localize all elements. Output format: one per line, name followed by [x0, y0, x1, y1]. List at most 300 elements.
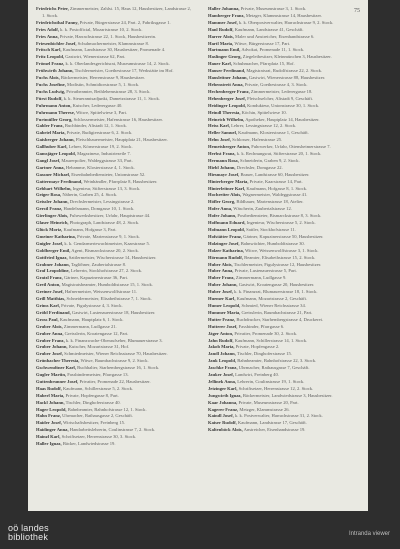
directory-entry: [36, 117, 191, 124]
entry-name: Gruber Alois,: [36, 323, 63, 329]
entry-name: Huber Franz,: [208, 275, 235, 281]
entry-name: Guttenbrunner Josef,: [36, 378, 79, 384]
directory-entry: [36, 213, 191, 220]
entry-text: Buchhalter, Starhembergstrasse 16, 1. Stock.: [77, 365, 160, 371]
entry-name: Haller Johanna,: [208, 6, 240, 11]
entry-name: Jellinek Anna,: [208, 378, 237, 384]
entry-text: Fuhrwerksbesitzer, Urfahr, Hauptstrasse 44.: [69, 213, 151, 219]
directory-entry: [36, 61, 191, 68]
directory-entry: [208, 420, 363, 427]
directory-entry: [208, 262, 363, 269]
directory-entry: [36, 227, 191, 234]
entry-name: Hofer Johann,: [208, 213, 237, 219]
right-column: [208, 6, 363, 434]
entry-text: Privatier, Promenade 22, Hausbesitzer.: [79, 378, 151, 384]
entry-text: k. k. Gendarmeriewachtmeister, Kaarstrasse 5.: [64, 240, 150, 246]
entry-name: Greiner Josef,: [36, 289, 64, 295]
entry-text: Hebamme, Klosterstrasse 4, 1. Stock.: [65, 164, 135, 170]
directory-entry: [208, 137, 363, 144]
entry-text: Schmiedmeister, Wiener Reichsstrasse 70, Hausbesitzer.: [64, 351, 168, 357]
entry-name: Jahn Rudolf,: [208, 337, 234, 343]
entry-text: Eisenbahnbediensteter, Unionstrasse 52.: [71, 171, 146, 177]
entry-name: Gamsjäger Leopold,: [36, 151, 76, 157]
entry-name: Gschwendtner Karl,: [36, 365, 76, 371]
entry-text: Magistratsrat, Rudolfstrasse 22, 2. Stock.: [246, 68, 323, 74]
entry-name: Hackl Johann,: [36, 399, 65, 405]
entry-name: Fries Anna,: [36, 33, 59, 39]
entry-text: Schneidermeister, Elisabethstrasse 7, 1. Stock.: [66, 296, 152, 302]
entry-name: Jetzinger Karl,: [208, 385, 238, 391]
entry-name: Heindl Theresia,: [208, 109, 241, 115]
entry-text: Private, Kaarstrasse 14, Part.: [249, 178, 303, 184]
entry-text: Kaufmann, Landstrasse 17, Geschäft.: [237, 420, 307, 426]
entry-name: Frömel Franz,: [36, 61, 65, 67]
entry-text: Private, Figulystrasse 4, 3. Stock.: [61, 302, 123, 308]
entry-text: Kaufmann, Landstrasse 30, Hausbesitzer, Promenade 4.: [62, 47, 166, 53]
left-column: [36, 6, 191, 448]
entry-name: Haslinger Georg,: [208, 54, 242, 60]
directory-entry: [36, 165, 191, 172]
entry-text: Private, Hopfengasse 2.: [235, 344, 280, 350]
entry-name: Fuchs Alois,: [36, 75, 60, 81]
directory-entry: [36, 89, 191, 96]
directory-entry: [36, 199, 191, 206]
entry-name: Harrer Alois,: [208, 33, 234, 39]
entry-name: Hinterleitner Karl,: [208, 185, 246, 191]
directory-entry: [208, 20, 363, 27]
directory-entry: [36, 379, 191, 386]
directory-entry: [208, 47, 363, 54]
directory-entry: [208, 365, 363, 372]
entry-text: Private, Rudigierstrasse 6, 2. Stock.: [66, 130, 133, 136]
directory-entry: [208, 213, 363, 220]
entry-name: Jauker Josef,: [208, 372, 234, 378]
entry-name: Gmeiner Katharina,: [36, 233, 76, 239]
entry-name: Hiebl Johann,: [208, 164, 236, 170]
entry-name: Hausleitner Johann,: [208, 75, 248, 81]
entry-text: Advokat, Promenade 11, 1. Stock.: [241, 47, 305, 53]
entry-text: k. k. Oberlandesgerichtsrat, Museumstrasse 14, 2. Stock.: [65, 61, 170, 67]
entry-name: Gruber Johann,: [36, 344, 68, 350]
entry-text: Gastwirt, Wienerstrasse 88, Hausbesitzer.: [248, 75, 326, 81]
library-logo[interactable]: [8, 524, 49, 542]
entry-text: Greisslerin, Baumbachstrasse 21, Part.: [241, 309, 313, 315]
entry-name: Hamberger Franz,: [208, 12, 245, 18]
page-number: 75: [354, 8, 360, 14]
entry-name: Glück Moriz,: [36, 227, 63, 232]
directory-entry: [208, 303, 363, 310]
entry-text: Gastwirt, Wienerstrasse 62, Part.: [65, 54, 126, 60]
directory-entry: [208, 41, 363, 48]
directory-entry: [208, 317, 363, 324]
directory-entry: [36, 413, 191, 420]
entry-name: Humer Leopold,: [208, 302, 241, 308]
directory-entry: [208, 68, 363, 75]
entry-name: Heinrich Wilhelm,: [208, 116, 245, 122]
entry-name: Herbst Franz,: [208, 151, 236, 157]
directory-entry: [208, 427, 363, 434]
entry-name: Huber Alois,: [208, 261, 233, 267]
viewer-label[interactable]: Intranda viewer: [348, 531, 390, 537]
entry-text: Wagnermeister, Waldeggstrasse 41.: [242, 192, 308, 198]
entry-text: Lehrer, Körnerstrasse 19, 2. Stock.: [68, 144, 133, 150]
entry-text: Kaufmann, Mozartstrasse 2, Geschäft.: [236, 296, 308, 302]
entry-name: Gabler Franz,: [36, 123, 64, 129]
entry-text: Uhrmacher, Rathausgasse 7, Geschäft.: [238, 365, 310, 371]
entry-name: Gruber Anna,: [36, 330, 64, 336]
directory-entry: [36, 268, 191, 275]
directory-entry: [36, 289, 191, 296]
entry-name: Hörmann Rudolf,: [208, 254, 243, 260]
entry-name: Hebenstreit Anna,: [208, 81, 244, 87]
entry-name: Friesenbichler Josef,: [36, 40, 77, 46]
entry-text: Schuhmacher, Pfarrplatz 15, Hof.: [233, 61, 295, 67]
directory-entry: [208, 54, 363, 61]
entry-name: Geissler Johann,: [36, 199, 69, 205]
entry-text: k. k. Finanzwache-Oberaufseher, Blumauerstrasse 3.: [65, 337, 163, 343]
entry-text: Sattlermeister, Wischerstrasse 14, Hausbesitzer.: [68, 254, 157, 260]
entry-text: Private, Marienstrasse 9, 1. Stock.: [77, 233, 140, 239]
directory-entry: [208, 6, 363, 13]
entry-text: Modistin, Schmidtorstrasse 5, 1. Stock.: [67, 81, 140, 87]
entry-name: Hummer Maria,: [208, 309, 241, 315]
directory-entry: [36, 338, 191, 345]
entry-name: Hauer Karl,: [208, 61, 232, 67]
entry-name: Haidinger Anna,: [36, 427, 69, 433]
entry-text: k. k. Postverwalter, Harrachstrasse 31, 2. Stock.: [234, 413, 323, 419]
directory-entry: [36, 282, 191, 289]
directory-entry: [36, 324, 191, 331]
directory-entry: [208, 351, 363, 358]
directory-entry: [208, 248, 363, 255]
entry-text: Zimmermeister, Zahlst. 15, Haus 12, Hausbesitzer, Landstrasse 2, 1. Stock.: [42, 6, 192, 18]
directory-entry: [36, 75, 191, 82]
entry-text: Bäckermeister, Landwiedstrasse 3, Hausbesitzer.: [242, 392, 333, 398]
directory-entry: [36, 296, 191, 303]
entry-text: Zimmermann, Ludlgasse 9.: [235, 275, 287, 281]
entry-name: Hartl Maria,: [208, 40, 234, 46]
directory-entry: [36, 344, 191, 351]
entry-name: Hiesmayr Josef,: [208, 171, 240, 177]
entry-name: Jaschke Franz,: [208, 365, 238, 371]
entry-name: Fuchs Josefine,: [36, 81, 66, 87]
directory-entry: [208, 255, 363, 262]
entry-name: Hauser Ferdinand,: [208, 68, 246, 74]
directory-entry: [36, 206, 191, 213]
entry-name: Huber Josef,: [208, 289, 233, 295]
entry-name: Gratzl Franz,: [36, 275, 63, 281]
entry-text: Schmied, Wiener Reichsstrasse 34.: [241, 302, 306, 308]
directory-entry: [208, 296, 363, 303]
directory-entry: [36, 303, 191, 310]
entry-name: Fürst Rudolf,: [36, 95, 63, 101]
directory-entry: [36, 68, 191, 75]
entry-text: Private, Bürgerstrasse 24, Part. 2, Fabriksgasse 1.: [79, 19, 171, 25]
entry-text: Zimmermann, Ludlgasse 21.: [63, 323, 117, 329]
entry-text: Fleischhauermeister, Hauptplatz 21, Hausbesitzer.: [75, 137, 168, 143]
entry-name: Graf Leopoldine,: [36, 268, 70, 274]
directory-entry: [208, 372, 363, 379]
entry-text: Fleischselcher, Altstadt 9, Geschäft.: [247, 95, 313, 101]
entry-text: Fassbindermeister, Pfarrgasse 13.: [67, 372, 129, 378]
directory-entry: [36, 110, 191, 117]
directory-entry: [208, 96, 363, 103]
entry-name: Hammer Josef,: [208, 19, 238, 25]
entry-name: Gebhart Wilhelm,: [36, 185, 72, 191]
entry-name: Kaiser Rudolf,: [208, 420, 237, 426]
directory-entry: [208, 282, 363, 289]
entry-text: Uhrmacher, Rathausgasse 2, Geschäft.: [62, 413, 133, 419]
directory-entry: [208, 241, 363, 248]
entry-name: Hechenberger Franz,: [208, 88, 250, 94]
directory-entry: [36, 96, 191, 103]
entry-name: Fuhrmann Therese,: [36, 109, 75, 115]
entry-text: Ziegeleibesitzer, Kleinmünchen 3, Hausbesitzer.: [242, 54, 332, 60]
entry-text: Gastwirt, Lustenauerstrasse 18, Hausbesitzer.: [71, 309, 156, 315]
entry-text: Private, Museumstrasse 3, 1. Stock.: [240, 6, 307, 11]
entry-name: Kaar Johanna,: [208, 399, 238, 405]
entry-text: Brauer, Landstrasse 60, Hausbesitzer.: [240, 171, 310, 177]
directory-entry: [208, 158, 363, 165]
entry-text: Kutscher, Mozartstrasse 31, Hof.: [68, 344, 130, 350]
entry-name: Jank Leopold,: [208, 358, 237, 364]
directory-entry: [208, 386, 363, 393]
entry-text: Private, Hopfengasse 8, Part.: [65, 392, 119, 398]
directory-entry: [208, 393, 363, 400]
entry-text: Fuhrwerker, Urfahr, Ottensheimerstrasse 7.: [251, 144, 331, 150]
entry-name: Hanl Rudolf,: [208, 26, 234, 32]
entry-name: Fries Adolf,: [36, 26, 59, 32]
directory-entry: [36, 6, 191, 20]
entry-name: Haller Ignaz,: [36, 441, 62, 447]
entry-text: Lehrer, Lessingstrasse 12, 2. Stock.: [231, 123, 297, 129]
entry-name: Hermann Rosa,: [208, 157, 239, 163]
entry-text: Wäscherin, Zaubertalstrasse 12.: [233, 206, 292, 212]
entry-text: Kaufmann, Schillerstrasse 14, 1. Stock.: [234, 337, 308, 343]
entry-text: Tischler, Dinghoferstrasse 40.: [65, 399, 121, 405]
entry-text: Bahnwächter, Humboldtstrasse 30.: [240, 240, 305, 246]
directory-entry: [36, 317, 191, 324]
entry-text: Köchin, Spittelwiese 10.: [241, 109, 287, 115]
entry-name: Hinterberger Maria,: [208, 178, 249, 184]
directory-entry: [36, 358, 191, 365]
entry-name: Friedrichs Peter,: [36, 6, 69, 11]
entry-text: Handelsmann, Domgasse 10, 1. Stock.: [63, 206, 135, 212]
entry-text: Buchdrucker, Starhembergstrasse 4, Druckerei.: [236, 316, 324, 322]
entry-name: Gassner Michael,: [36, 171, 71, 177]
directory-entry: [36, 27, 191, 34]
entry-text: Gärtner, Kapuzinerstrasse 50, Hausbesitzer.: [243, 233, 324, 239]
entry-name: Kaltenböck Alois,: [208, 427, 243, 433]
directory-entry: [36, 400, 191, 407]
directory-entry: [36, 151, 191, 158]
entry-name: Gabriel Maria,: [36, 130, 66, 136]
entry-name: Haberl Maria,: [36, 392, 65, 398]
entry-text: Handarbeitslehrerin, Coulinstrasse 7, 2. Stock.: [69, 427, 156, 433]
directory-entry: [208, 220, 363, 227]
entry-name: Hofmann Leopold,: [208, 227, 246, 232]
logo-line-1: oö landes: [8, 523, 49, 533]
entry-text: Kaufmann, Hofgasse 3, Part.: [63, 227, 117, 232]
directory-entry: [208, 358, 363, 365]
directory-entry: [208, 268, 363, 275]
entry-text: Tischlermeister, Figulystrasse 12, Hausbesitzer.: [233, 261, 322, 267]
directory-entry: [208, 234, 363, 241]
entry-name: Huber Johann,: [208, 282, 238, 288]
directory-entry: [208, 413, 363, 420]
entry-text: Private, Lustenauerstrasse 5, Part.: [234, 268, 297, 274]
directory-entry: [36, 331, 191, 338]
entry-name: Fritsch Karl,: [36, 47, 62, 53]
entry-name: Grims Karl,: [36, 302, 60, 308]
directory-entry: [36, 275, 191, 282]
directory-entry: [208, 13, 363, 20]
entry-text: Sattler, Stockhofstrasse 11.: [246, 227, 296, 232]
directory-entry: [36, 130, 191, 137]
entry-name: Gartner Anna,: [36, 164, 65, 170]
directory-entry: [208, 117, 363, 124]
directory-entry: [208, 123, 363, 130]
entry-name: Gaisberger Johann,: [36, 137, 75, 143]
entry-name: Gierlinger Alois,: [36, 213, 69, 219]
directory-entry: [36, 82, 191, 89]
entry-text: Drechsler, Domgasse 22.: [236, 164, 283, 170]
entry-text: Schriftsetzer, Herrenstrasse 30, 3. Stock.: [61, 434, 137, 440]
entry-text: Kutscher, Lederergasse 40.: [72, 102, 123, 108]
directory-entry: [208, 27, 363, 34]
entry-text: k. k. Steueramtsadjunkt, Dametzstrasse 11, 1. Stock.: [63, 95, 160, 101]
entry-text: Schneiderin, Graben 9, 2. Stock.: [240, 157, 300, 163]
logo-line-2: bibliothek: [8, 532, 49, 542]
entry-text: Lehrerin, Coulinstrasse 19, 1. Stock.: [237, 378, 305, 384]
directory-entry: [36, 434, 191, 441]
directory-entry: [208, 165, 363, 172]
entry-name: Furtmüller Georg,: [36, 116, 73, 122]
entry-name: Glaser Heinrich,: [36, 220, 69, 226]
directory-entry: [36, 310, 191, 317]
entry-name: Gruber Josef,: [36, 351, 63, 357]
entry-text: k. k. Oberpostverwalter, Harrachstrasse 9, 2. Stock.: [238, 19, 334, 25]
directory-entry: [208, 61, 363, 68]
entry-name: Höfler Georg,: [208, 199, 236, 205]
entry-text: Tischler, Dinghoferstrasse 15.: [236, 351, 292, 357]
entry-name: Hochreiter Alois,: [208, 192, 242, 198]
entry-name: Gröbl Ferdinand,: [36, 309, 71, 315]
directory-entry: [208, 192, 363, 199]
directory-entry: [208, 34, 363, 41]
directory-entry: [36, 234, 191, 241]
directory-entry: [36, 137, 191, 144]
entry-name: Hartmann Emil,: [208, 47, 241, 53]
entry-text: Privatier, Promenade 30, 2. Stock.: [234, 330, 298, 336]
directory-entry: [36, 441, 191, 448]
directory-entry: [36, 144, 191, 151]
entry-text: Kaufmann, Hauptplatz 6, 1. Stock.: [59, 316, 124, 322]
entry-name: Hutterer Josef,: [208, 323, 238, 329]
entry-text: Private, Museumstrasse 20, Part.: [238, 399, 299, 405]
entry-name: Friedrichsthal Fanny,: [36, 19, 79, 25]
entry-text: Bahnbeamter, Bahnhofstrasse 12, 1. Stock.: [67, 406, 147, 412]
entry-text: Agent, Bismarckstrasse 20, 2. Stock.: [71, 247, 139, 253]
entry-text: Apotheker, Hauptplatz 14, Hausbesitzer.: [245, 116, 320, 122]
entry-name: Grill Matthias,: [36, 296, 66, 302]
entry-name: Gruber Franz,: [36, 337, 65, 343]
entry-name: Hoffmann Eduard,: [208, 220, 246, 226]
entry-name: Gallhuber Karl,: [36, 144, 68, 150]
entry-text: Metzger, Klammstrasse 14, Hausbesitzer.: [245, 12, 322, 18]
entry-text: Maler und Anstreicher, Eisenhandstrasse 6.: [235, 33, 315, 39]
entry-name: Gerstl Franz,: [36, 206, 63, 212]
directory-entry: [208, 151, 363, 158]
directory-entry: [208, 400, 363, 407]
directory-entry: [36, 255, 191, 262]
entry-name: Frühwirth Johann,: [36, 68, 74, 74]
entry-name: Fritz Leopold,: [36, 54, 65, 60]
entry-text: k. k. Finanzrat, Blumauerstrasse 18, 1. Stock.: [234, 289, 318, 295]
entry-text: Kondukteur, Unionstrasse 30, 1. Stock.: [247, 102, 320, 108]
entry-name: Jakob Maria,: [208, 344, 235, 350]
entry-name: Hager Leopold,: [36, 406, 67, 412]
entry-text: Hafnermeister, Weissenwolffstrasse 11.: [64, 289, 138, 295]
entry-text: Näherin, Graben 25, 4. Stock.: [62, 192, 118, 198]
directory-entry: [208, 186, 363, 193]
directory-entry: [208, 110, 363, 117]
entry-text: Bäcker, Landwiedstrasse 19.: [62, 441, 116, 447]
entry-name: Huber Anna,: [208, 268, 234, 274]
entry-text: Greisslerin, Kroatengasse 12, Part.: [64, 330, 129, 336]
directory-entry: [36, 393, 191, 400]
entry-text: Witwe, Baumbachstrasse 9, 2. Stock.: [80, 358, 149, 364]
entry-name: Hainzl Karl,: [36, 434, 61, 440]
entry-text: Schuhmachermeister, Klammstrasse 8.: [77, 40, 149, 46]
directory-entry: [208, 379, 363, 386]
entry-text: Kaufmann, Landstrasse 41, Geschäft.: [234, 26, 304, 32]
entry-text: Photograph, Landstrasse 48, 2. Stock.: [69, 220, 140, 226]
entry-text: Gastwirt, Kroatengasse 20, Hausbesitzer.: [238, 282, 315, 288]
entry-text: Witwe, Weissenwolffstrasse 3, 1. Stock.: [244, 247, 319, 253]
entry-name: Heiss Karl,: [208, 123, 230, 129]
entry-name: Fuhrmann Anton,: [36, 102, 72, 108]
directory-entry: [36, 54, 191, 61]
entry-text: Drechslermeister, Lessingstrasse 2.: [69, 199, 135, 205]
entry-text: Bahnbeamter, Bahnhofstrasse 22, 3. Stock.: [237, 358, 317, 364]
entry-text: Gärtner, Kapuzinerstrasse 36, Part.: [63, 275, 129, 281]
directory-entry: [36, 103, 191, 110]
entry-name: Gottfried Ignaz,: [36, 254, 68, 260]
entry-name: Geiger Rosa,: [36, 192, 62, 198]
directory-entry: [36, 372, 191, 379]
entry-name: Jäger Anton,: [208, 330, 234, 336]
entry-text: Magistratsbeamter, Humboldtstrasse 15, 1. Stock.: [61, 282, 153, 288]
directory-entry: [208, 103, 363, 110]
entry-name: Hemetsberger Anton,: [208, 144, 251, 150]
entry-name: Helm Josef,: [208, 137, 231, 143]
entry-text: Beamter, Elisabethstrasse 15, 2. Stock.: [244, 254, 316, 260]
entry-name: Holzinger Josef,: [208, 240, 240, 246]
entry-text: k. k. Rechnungsrat, Stifterstrasse 20, 1. Stock.: [236, 151, 322, 157]
entry-name: Hofstätter Franz,: [208, 233, 243, 239]
entry-text: Kaufmann, Klosterstrasse 1, Geschäft.: [238, 130, 309, 136]
entry-text: Schlosser, Hafenstrasse 25.: [232, 137, 283, 143]
entry-text: Private, Goethestrasse 4, 3. Stock.: [244, 81, 308, 87]
entry-name: Gattermayr Ferdinand,: [36, 178, 83, 184]
entry-text: Magazineur, Industriezeile 7.: [77, 151, 131, 157]
directory-entry: [36, 41, 191, 48]
directory-entry: [36, 351, 191, 358]
directory-entry: [208, 89, 363, 96]
entry-name: Kagerer Franz,: [208, 406, 239, 412]
viewer-footer: [0, 511, 400, 549]
